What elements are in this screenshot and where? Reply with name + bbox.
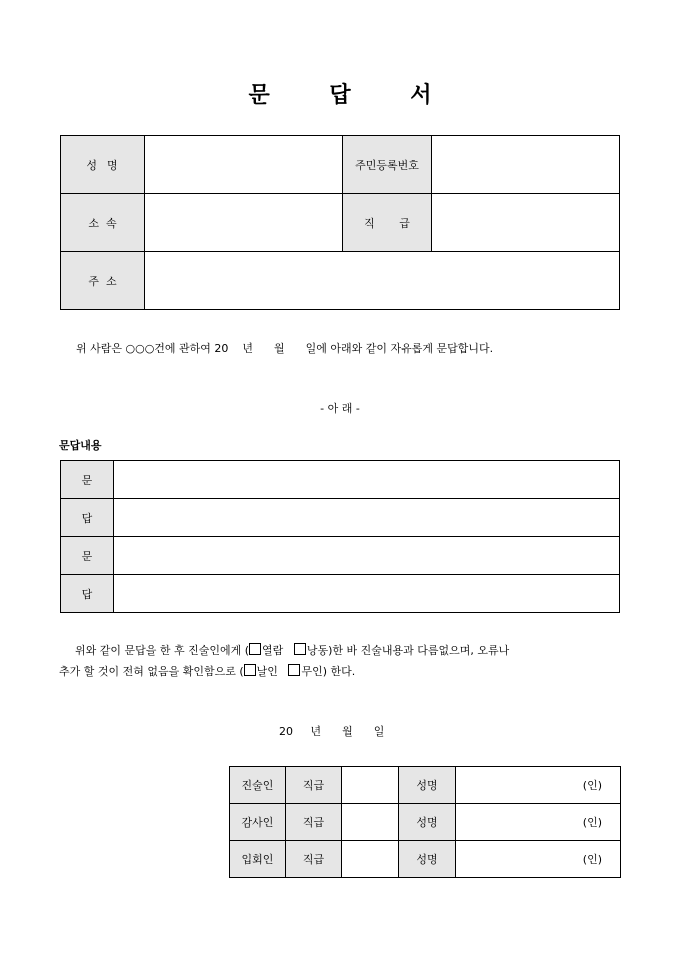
seal-checkbox[interactable] <box>244 664 256 676</box>
role-label: 감사인 <box>230 804 286 841</box>
signature-row <box>230 841 621 878</box>
rank-label: 직급 <box>286 841 342 878</box>
signature-field[interactable]: (인) <box>456 841 621 878</box>
address-field[interactable] <box>145 252 620 310</box>
rank-field[interactable] <box>432 194 620 252</box>
qa-section-title: 문답내용 <box>59 439 102 452</box>
role-label: 진술인 <box>230 767 286 804</box>
fingerprint-checkbox[interactable] <box>288 664 300 676</box>
rrn-field[interactable] <box>432 136 620 194</box>
qa-row <box>61 537 620 575</box>
signature-row <box>230 804 621 841</box>
qa-row <box>61 461 620 499</box>
name-label: 성명 <box>399 804 456 841</box>
rank-field[interactable] <box>342 767 399 804</box>
qa-row <box>61 575 620 613</box>
name-label: 성명 <box>399 767 456 804</box>
qa-table <box>60 460 620 613</box>
role-label: 입회인 <box>230 841 286 878</box>
rank-label: 직급 <box>286 767 342 804</box>
question-label: 문 <box>61 537 114 575</box>
qa-answer-field[interactable] <box>114 537 620 575</box>
qa-row <box>61 499 620 537</box>
qa-answer-field[interactable] <box>114 461 620 499</box>
answer-label: 답 <box>61 575 114 613</box>
name-label: 성명 <box>399 841 456 878</box>
signature-field[interactable]: (인) <box>456 767 621 804</box>
dept-field[interactable] <box>145 194 343 252</box>
recite-checkbox[interactable] <box>294 643 306 655</box>
name-field[interactable] <box>145 136 343 194</box>
rank-label: 직급 <box>286 804 342 841</box>
name-label: 성 명 <box>61 136 145 194</box>
signature-field[interactable]: (인) <box>456 804 621 841</box>
answer-label: 답 <box>61 499 114 537</box>
address-label: 주 소 <box>61 252 145 310</box>
signature-row <box>230 767 621 804</box>
rank-label: 직 급 <box>343 194 432 252</box>
read-checkbox[interactable] <box>249 643 261 655</box>
statement-text: 위 사람은 ○○○건에 관하여 20 년 월 일에 아래와 같이 자유롭게 문답합니다. <box>76 342 494 355</box>
date-line: 20 년 월 일 <box>279 725 385 738</box>
rrn-label: 주민등록번호 <box>343 136 432 194</box>
qa-answer-field[interactable] <box>114 575 620 613</box>
qa-answer-field[interactable] <box>114 499 620 537</box>
document-title: 문 답 서 <box>248 82 458 108</box>
question-label: 문 <box>61 461 114 499</box>
rank-field[interactable] <box>342 804 399 841</box>
rank-field[interactable] <box>342 841 399 878</box>
signature-table <box>229 766 621 878</box>
personal-info-table <box>60 135 620 310</box>
below-heading: - 아 래 - <box>320 402 360 415</box>
dept-label: 소 속 <box>61 194 145 252</box>
confirmation-text: 위와 같이 문답을 한 후 진술인에게 ( 열람 낭동)한 바 진술내용과 다름없으며, 오류나 추가 할 것이 전혀 없음을 확인함으로 ( 날인 무인) 한다. <box>59 644 510 678</box>
